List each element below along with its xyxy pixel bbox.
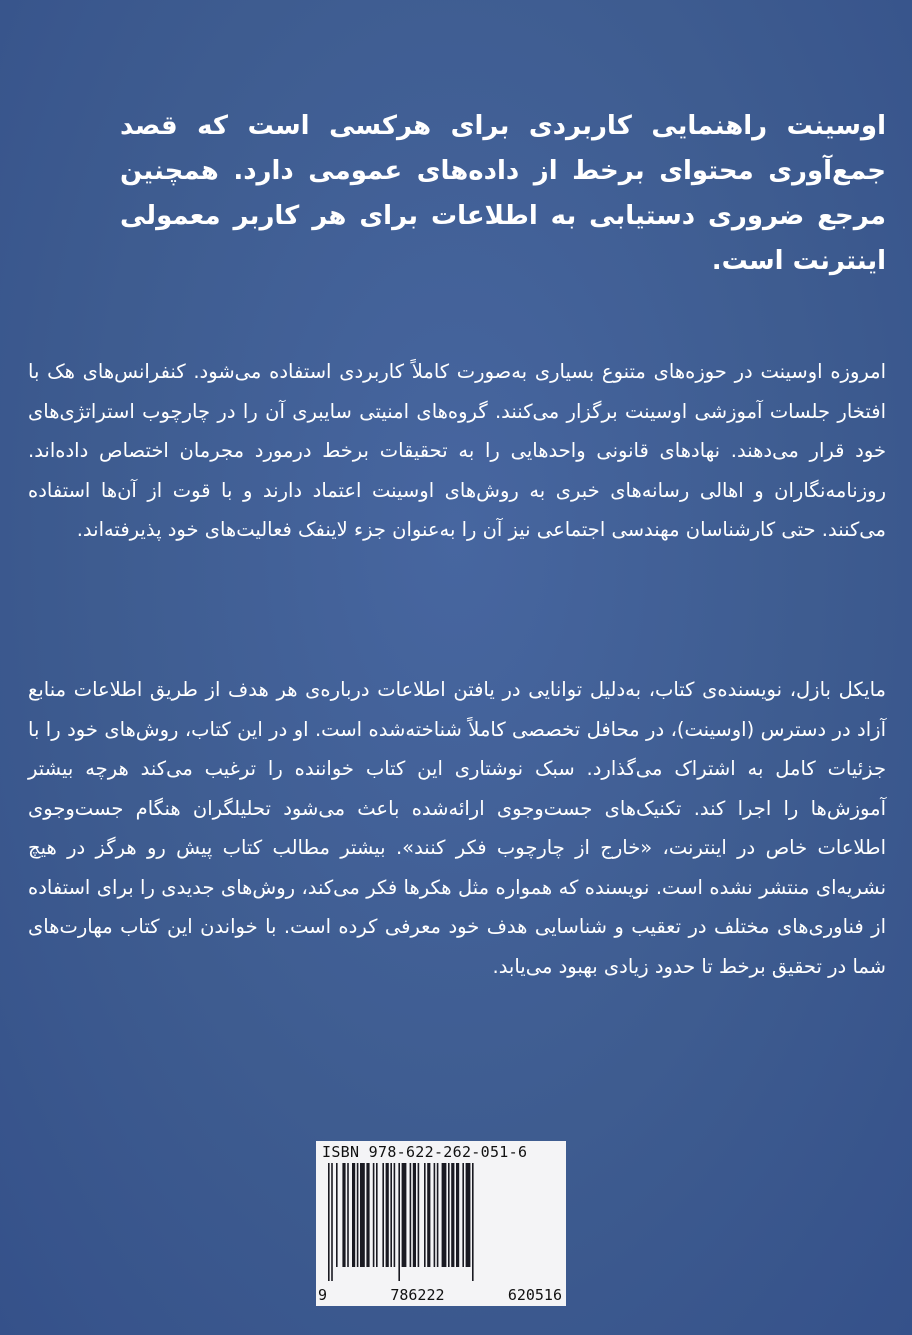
barcode-bar xyxy=(437,1163,439,1267)
barcode-bar xyxy=(448,1163,450,1267)
barcode-bar xyxy=(366,1163,369,1267)
barcode-digit-left: 786222 xyxy=(390,1286,445,1304)
barcode-bar xyxy=(336,1163,338,1267)
barcode-bar xyxy=(398,1163,400,1281)
barcode-bar xyxy=(373,1163,375,1267)
barcode-bar xyxy=(456,1163,459,1267)
barcode-bar xyxy=(342,1163,345,1267)
barcode-bars xyxy=(328,1163,558,1281)
isbn-label: ISBN 978-622-262-051-6 xyxy=(322,1143,528,1161)
barcode-bar xyxy=(328,1163,330,1281)
barcode-bar xyxy=(410,1163,412,1267)
barcode-bar xyxy=(413,1163,416,1267)
barcode-bar xyxy=(424,1163,426,1267)
barcode-bar xyxy=(357,1163,359,1267)
barcode-bar xyxy=(331,1163,333,1281)
isbn-barcode xyxy=(316,1141,566,1306)
barcode-digit-right: 620516 xyxy=(507,1286,562,1304)
barcode-bar xyxy=(382,1163,384,1267)
barcode-bar xyxy=(347,1163,349,1267)
barcode-bar xyxy=(376,1163,378,1267)
barcode-bar xyxy=(360,1163,365,1267)
author-paragraph: مایکل بازل، نویسنده‌ی کتاب، به‌دلیل توانایی در یافتن اطلاعات درباره‌ی هر هدف از طریق اطلاعات منابع آزاد در دسترس (اوسینت)، در محافل تخصصی کاملاً شناخته‌شده است. او در این کتاب، روش‌های خود را با جزئیات کامل به اشتراک می‌گذارد. سبک نوشتاری این کتاب خواننده را ترغیب می‌کند هرچه بیشتر آموزش‌ها را اجرا کند. تکنیک‌های جست‌وجوی ارائه‌شده باعث می‌شود تحلیلگران هنگام جست‌وجوی اطلاعات خاص در اینترنت، «خارج از چارچوب فکر کنند». بیشتر مطالب کتاب پیش رو هرگز در هیچ نشریه‌ای منتشر نشده است. نویسنده که همواره مثل هکرها فکر می‌کند، روش‌های جدیدی را برای استفاده از فناوری‌های مختلف در تعقیب و شناسایی هدف خود معرفی کرده است. با خواندن این کتاب مهارت‌های شما در تحقیق برخط تا حدود زیادی بهبود می‌یابد. xyxy=(28,678,886,978)
barcode-bar xyxy=(390,1163,392,1267)
barcode-bar xyxy=(418,1163,420,1267)
barcode-bar xyxy=(434,1163,436,1267)
description-paragraph: امروزه اوسینت در حوزه‌های متنوع بسیاری به‌صورت کاملاً کاربردی استفاده می‌شود. کنفرانس‌های هک با افتخار جلسات آموزشی اوسینت برگزار می‌کنند. گروه‌های امنیتی سایبری آن را در چارچوب استراتژی‌های خود قرار می‌دهند. نهادهای قانونی واحدهایی را به تحقیقات برخط درمورد مجرمان اختصاص داده‌اند. روزنامه‌نگاران و اهالی رسانه‌های خبری به روش‌های اوسینت اعتماد دارند و با قوت از آن‌ها استفاده می‌کنند. حتی کارشناسان مهندسی اجتماعی نیز آن را به‌عنوان جزء لاینفک فعالیت‌های خود پذیرفته‌اند. xyxy=(28,360,886,541)
barcode-bar xyxy=(352,1163,355,1267)
intro-text: اوسینت راهنمایی کاربردی برای هرکسی است که قصد جمع‌آوری محتوای برخط از داده‌های عمومی دارد. همچنین مرجع ضروری دستیابی به اطلاعات برای هر کاربر معمولی اینترنت است. xyxy=(120,111,886,276)
barcode-bar xyxy=(402,1163,407,1267)
barcode-bar xyxy=(451,1163,454,1267)
barcode-bar xyxy=(462,1163,464,1267)
barcode-digits xyxy=(318,1286,562,1304)
barcode-bar xyxy=(472,1163,474,1281)
barcode-digit-lead: 9 xyxy=(318,1286,328,1304)
barcode-bar xyxy=(442,1163,447,1267)
barcode-bar xyxy=(394,1163,396,1267)
barcode-bar xyxy=(386,1163,389,1267)
barcode-bar xyxy=(427,1163,430,1267)
barcode-bar xyxy=(466,1163,471,1267)
